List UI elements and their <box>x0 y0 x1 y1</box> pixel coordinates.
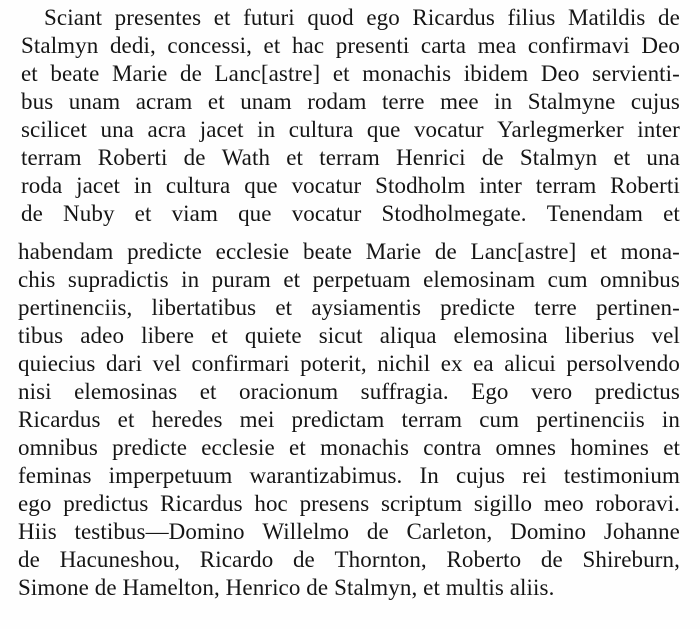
text-line-9: habendam predicte ecclesie beate Marie de Lanc[astre] et mona- <box>18 239 680 264</box>
text-line-8: de Nuby et viam que vocatur Stodholmegate. Tenendam et <box>21 201 680 226</box>
text-line-7: roda jacet in cultura que vocatur Stodholm inter terram Roberti <box>21 173 680 198</box>
text-line-4: bus unam acram et unam rodam terre mee in Stalmyne cujus <box>21 89 680 114</box>
text-line-13: quiecius dari vel confirmari poterit, nichil ex ea alicui persolvendo <box>18 351 680 376</box>
text-line-16: omnibus predicte ecclesie et monachis contra omnes homines et <box>18 435 680 460</box>
text-line-17: feminas imperpetuum warantizabimus. In cujus rei testimonium <box>18 463 680 488</box>
text-line-20: de Hacuneshou, Ricardo de Thornton, Roberto de Shireburn, <box>18 547 680 572</box>
text-line-14: nisi elemosinas et oracionum suffragia. Ego vero predictus <box>18 379 680 404</box>
text-line-18: ego predictus Ricardus hoc presens scriptum sigillo meo roboravi. <box>18 491 680 516</box>
text-line-10: chis supradictis in puram et perpetuam elemosinam cum omnibus <box>18 267 680 292</box>
text-line-6: terram Roberti de Wath et terram Henrici de Stalmyn et una <box>21 145 680 170</box>
text-line-3: et beate Marie de Lanc[astre] et monachis ibidem Deo servienti- <box>21 61 680 86</box>
text-line-1: Sciant presentes et futuri quod ego Ricardus filius Matildis de <box>44 5 680 30</box>
text-line-11: pertinenciis, libertatibus et aysiamentis predicte terre pertinen- <box>18 295 680 320</box>
text-line-21: Simone de Hamelton, Henrico de Stalmyn, et multis aliis. <box>18 575 555 600</box>
text-line-19: Hiis testibus—Domino Willelmo de Carleton, Domino Johanne <box>18 519 680 544</box>
text-line-12: tibus adeo libere et quiete sicut aliqua elemosina liberius vel <box>18 323 680 348</box>
text-line-5: scilicet una acra jacet in cultura que vocatur Yarlegmerker inter <box>21 117 680 142</box>
text-line-2: Stalmyn dedi, concessi, et hac presenti carta mea confirmavi Deo <box>21 33 680 58</box>
text-line-15: Ricardus et heredes mei predictam terram cum pertinenciis in <box>18 407 680 432</box>
